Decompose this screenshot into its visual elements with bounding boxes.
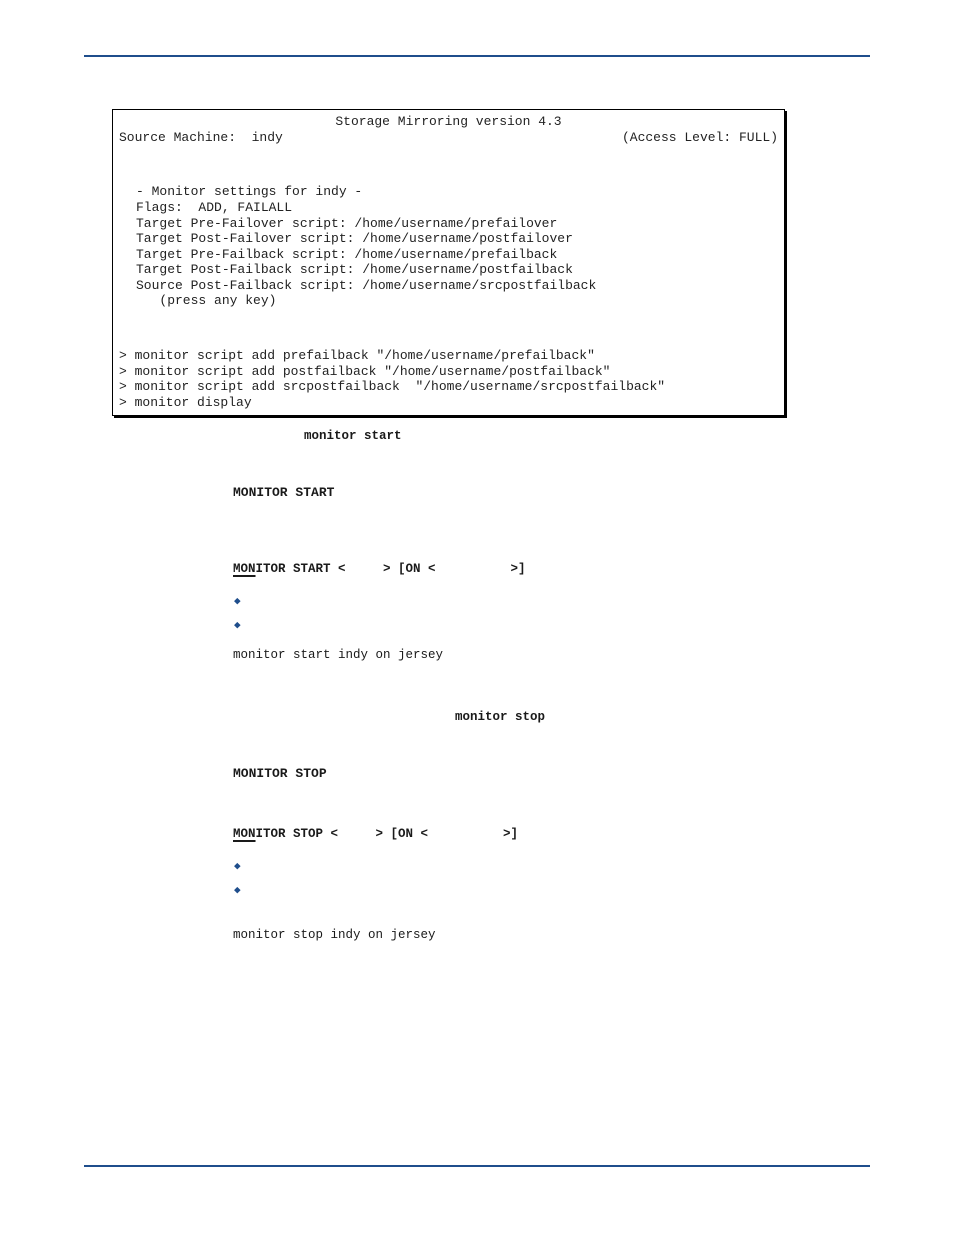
monitor-stop-example: monitor stop indy on jersey (233, 928, 436, 942)
diamond-bullet-icon: ◆ (234, 620, 241, 632)
header-rule (84, 55, 870, 57)
console-line: - Monitor settings for indy - (136, 184, 363, 199)
monitor-stop-heading: monitor stop (455, 710, 546, 724)
console-title: Storage Mirroring version 4.3 (335, 114, 562, 129)
syntax-rest: ITOR STOP < > [ON < >] (255, 827, 519, 841)
diamond-bullet-icon: ◆ (234, 861, 241, 873)
syntax-abbrev: MON (233, 562, 256, 576)
console-line: (press any key) (136, 293, 277, 308)
syntax-abbrev: MON (233, 827, 256, 841)
console-line: Target Pre-Failback script: /home/username/prefailback (136, 247, 558, 262)
console-command: > monitor script add postfailback "/home/username/postfailback" (119, 364, 611, 379)
console-screenshot (112, 109, 785, 416)
console-line: Target Post-Failback script: /home/username/postfailback (136, 262, 573, 277)
console-line: Target Pre-Failover script: /home/username/prefailover (136, 216, 558, 231)
console-line: Target Post-Failover script: /home/username/postfailover (136, 231, 573, 246)
console-command: > monitor display (119, 395, 252, 410)
diamond-bullet-icon: ◆ (234, 885, 241, 897)
syntax-rest: ITOR START < > [ON < >] (255, 562, 526, 576)
monitor-start-example: monitor start indy on jersey (233, 648, 444, 662)
monitor-stop-syntax (233, 827, 518, 842)
monitor-stop-title: MONITOR STOP (233, 766, 327, 781)
monitor-start-heading: monitor start (304, 429, 402, 443)
console-line: Source Post-Failback script: /home/username/srcpostfailback (136, 278, 597, 293)
console-access-level: (Access Level: FULL) (621, 130, 778, 145)
diamond-bullet-icon: ◆ (234, 596, 241, 608)
footer-rule (84, 1165, 870, 1167)
monitor-start-title: MONITOR START (233, 485, 335, 500)
monitor-start-syntax (233, 562, 526, 577)
console-command: > monitor script add srcpostfailback "/home/username/srcpostfailback" (119, 379, 666, 394)
console-line: Flags: ADD, FAILALL (136, 200, 293, 215)
console-command: > monitor script add prefailback "/home/username/prefailback" (119, 348, 595, 363)
console-source-machine: Source Machine: indy (119, 130, 283, 145)
